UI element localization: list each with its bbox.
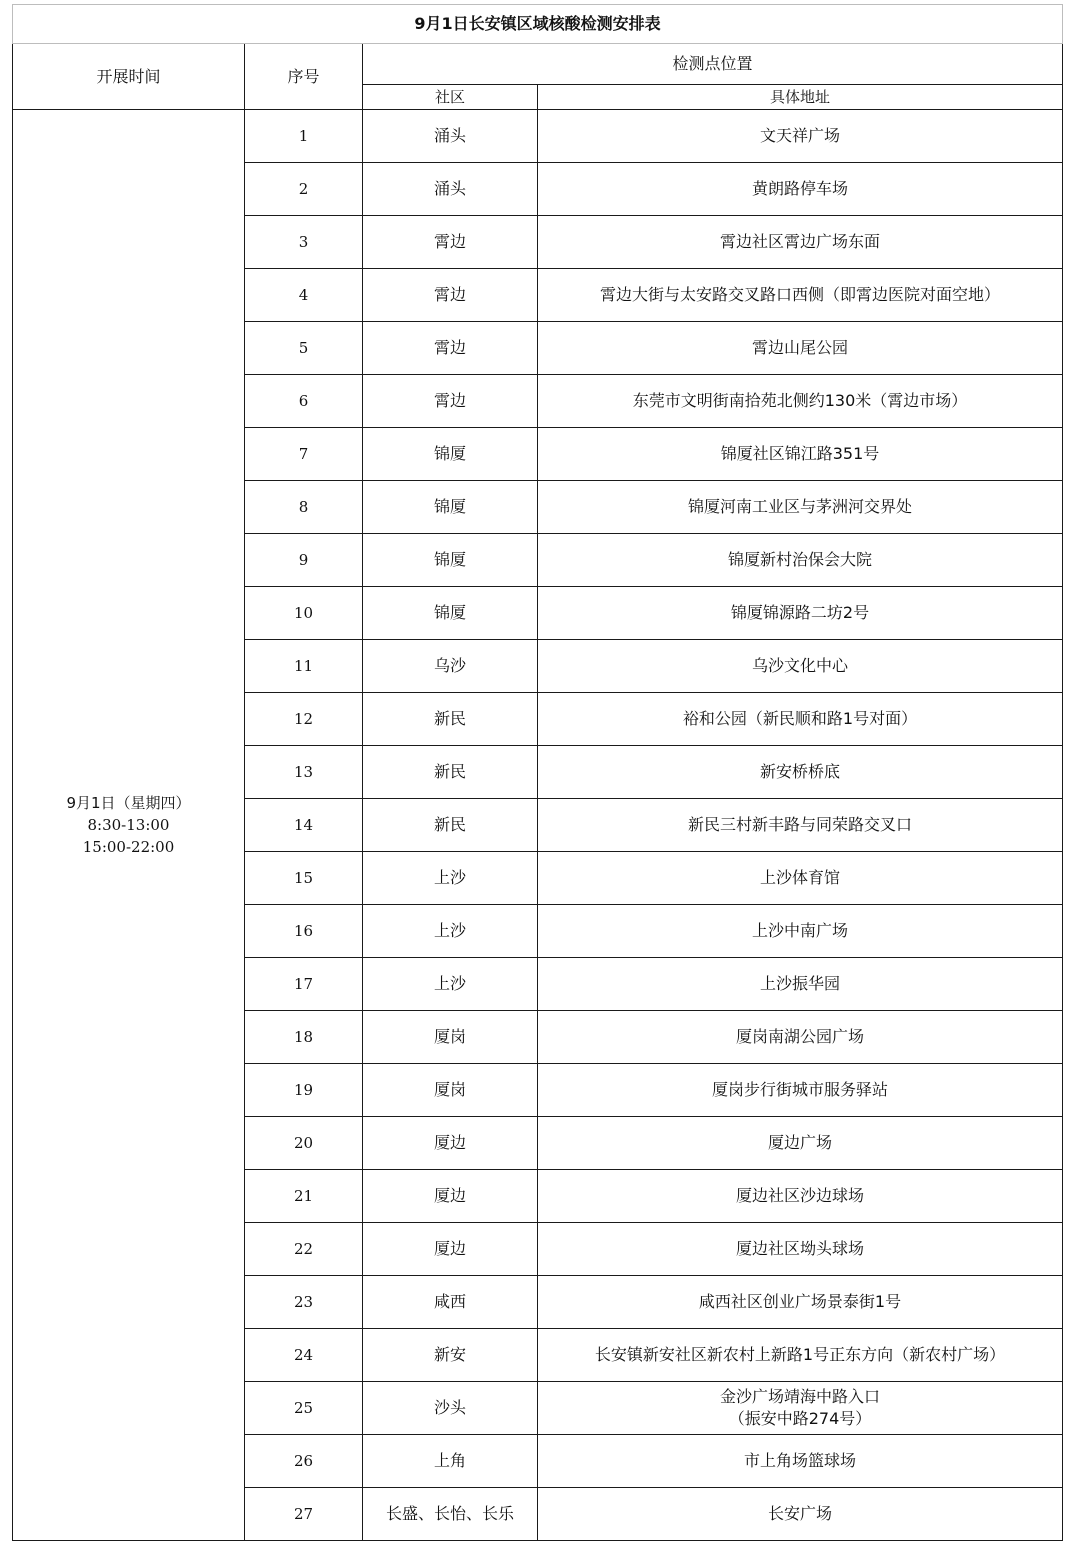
address-line: 锦厦社区锦江路351号 [720, 444, 880, 463]
address-line: 霄边社区霄边广场东面 [720, 232, 881, 251]
cell-seq: 25 [245, 1382, 363, 1435]
header-community: 社区 [363, 85, 538, 110]
table-title: 9月1日长安镇区域核酸检测安排表 [13, 5, 1063, 44]
cell-seq: 24 [245, 1329, 363, 1382]
header-seq: 序号 [245, 44, 363, 110]
cell-community: 新民 [363, 799, 538, 852]
cell-address [538, 1329, 1063, 1382]
cell-seq: 16 [245, 905, 363, 958]
address-line: 厦岗步行街城市服务驿站 [712, 1080, 889, 1099]
cell-address [538, 1382, 1063, 1435]
cell-address [538, 799, 1063, 852]
cell-community: 新民 [363, 693, 538, 746]
cell-seq: 11 [245, 640, 363, 693]
cell-community: 涌头 [363, 110, 538, 163]
header-time: 开展时间 [13, 44, 245, 110]
address-line-2: （振安中路274号） [728, 1409, 872, 1428]
cell-address [538, 269, 1063, 322]
cell-seq: 21 [245, 1170, 363, 1223]
cell-address [538, 163, 1063, 216]
address-line: 咸西社区创业广场景泰街1号 [698, 1292, 902, 1311]
cell-community: 新安 [363, 1329, 538, 1382]
cell-address [538, 1276, 1063, 1329]
cell-seq: 9 [245, 534, 363, 587]
cell-community: 锦厦 [363, 428, 538, 481]
cell-community: 厦岗 [363, 1064, 538, 1117]
cell-address [538, 1011, 1063, 1064]
cell-address [538, 1117, 1063, 1170]
cell-seq: 5 [245, 322, 363, 375]
time-slot-morning: 8:30-13:00 [87, 816, 170, 834]
address-line: 上沙振华园 [760, 974, 841, 993]
cell-address [538, 110, 1063, 163]
time-slot-afternoon: 15:00-22:00 [82, 838, 175, 856]
cell-address [538, 693, 1063, 746]
cell-seq: 8 [245, 481, 363, 534]
cell-seq: 14 [245, 799, 363, 852]
cell-address [538, 428, 1063, 481]
address-line: 长安广场 [768, 1504, 833, 1523]
cell-community: 上角 [363, 1435, 538, 1488]
cell-seq: 7 [245, 428, 363, 481]
cell-address [538, 587, 1063, 640]
cell-community: 霄边 [363, 322, 538, 375]
address-line: 黄朗路停车场 [752, 179, 849, 198]
cell-address [538, 852, 1063, 905]
address-line: 上沙体育馆 [760, 868, 841, 887]
address-line: 文天祥广场 [760, 126, 841, 145]
cell-address [538, 1170, 1063, 1223]
cell-seq: 23 [245, 1276, 363, 1329]
cell-seq: 15 [245, 852, 363, 905]
cell-community: 锦厦 [363, 587, 538, 640]
cell-seq: 6 [245, 375, 363, 428]
address-line: 乌沙文化中心 [752, 656, 849, 675]
cell-seq: 4 [245, 269, 363, 322]
schedule-sheet [12, 4, 1062, 1541]
cell-seq: 1 [245, 110, 363, 163]
header-address: 具体地址 [538, 85, 1063, 110]
address-line: 厦边社区沙边球场 [736, 1186, 865, 1205]
address-line: 锦厦新村治保会大院 [728, 550, 873, 569]
address-line: 厦边社区坳头球场 [736, 1239, 865, 1258]
cell-community: 厦边 [363, 1170, 538, 1223]
cell-address [538, 1488, 1063, 1541]
cell-seq: 12 [245, 693, 363, 746]
cell-community: 厦边 [363, 1223, 538, 1276]
title-row [13, 5, 1063, 44]
address-line: 霄边山尾公园 [752, 338, 849, 357]
cell-community: 乌沙 [363, 640, 538, 693]
cell-seq: 20 [245, 1117, 363, 1170]
address-line: 厦岗南湖公园广场 [736, 1027, 865, 1046]
cell-address [538, 481, 1063, 534]
address-line: 锦厦河南工业区与茅洲河交界处 [688, 497, 913, 516]
cell-community: 霄边 [363, 216, 538, 269]
cell-address [538, 375, 1063, 428]
cell-seq: 3 [245, 216, 363, 269]
address-line: 东莞市文明街南拾苑北侧约130米（霄边市场） [632, 391, 968, 410]
cell-community: 上沙 [363, 852, 538, 905]
time-cell [13, 110, 245, 1541]
address-line: 新民三村新丰路与同荣路交叉口 [688, 815, 913, 834]
cell-seq: 2 [245, 163, 363, 216]
cell-seq: 17 [245, 958, 363, 1011]
cell-community: 厦边 [363, 1117, 538, 1170]
cell-address [538, 1223, 1063, 1276]
cell-seq: 22 [245, 1223, 363, 1276]
cell-address [538, 1435, 1063, 1488]
cell-seq: 10 [245, 587, 363, 640]
cell-address [538, 1064, 1063, 1117]
cell-community: 锦厦 [363, 534, 538, 587]
cell-seq: 18 [245, 1011, 363, 1064]
table-row [13, 110, 1063, 163]
address-line: 锦厦锦源路二坊2号 [730, 603, 870, 622]
cell-community: 新民 [363, 746, 538, 799]
address-line: 市上角场篮球场 [744, 1451, 857, 1470]
cell-community: 锦厦 [363, 481, 538, 534]
address-line: 裕和公园（新民顺和路1号对面） [682, 709, 918, 728]
address-line: 霄边大街与太安路交叉路口西侧（即霄边医院对面空地） [600, 285, 1001, 304]
cell-community: 霄边 [363, 375, 538, 428]
schedule-table [12, 4, 1063, 1541]
header-location: 检测点位置 [363, 44, 1063, 85]
cell-seq: 13 [245, 746, 363, 799]
time-date: 9月1日（星期四） [66, 794, 191, 812]
cell-community: 咸西 [363, 1276, 538, 1329]
address-line: 新安桥桥底 [760, 762, 841, 781]
header-row [13, 44, 1063, 85]
cell-seq: 19 [245, 1064, 363, 1117]
address-line: 上沙中南广场 [752, 921, 849, 940]
cell-community: 涌头 [363, 163, 538, 216]
cell-community: 上沙 [363, 905, 538, 958]
address-line: 厦边广场 [768, 1133, 833, 1152]
cell-community: 霄边 [363, 269, 538, 322]
cell-community: 沙头 [363, 1382, 538, 1435]
cell-seq: 26 [245, 1435, 363, 1488]
cell-address [538, 216, 1063, 269]
cell-address [538, 534, 1063, 587]
cell-address [538, 905, 1063, 958]
cell-address [538, 640, 1063, 693]
address-line: 金沙广场靖海中路入口 [720, 1387, 881, 1406]
address-line: 长安镇新安社区新农村上新路1号正东方向（新农村广场） [594, 1345, 1006, 1364]
cell-address [538, 746, 1063, 799]
cell-community: 上沙 [363, 958, 538, 1011]
cell-seq: 27 [245, 1488, 363, 1541]
cell-address [538, 958, 1063, 1011]
cell-community: 厦岗 [363, 1011, 538, 1064]
cell-community: 长盛、长怡、长乐 [363, 1488, 538, 1541]
cell-address [538, 322, 1063, 375]
